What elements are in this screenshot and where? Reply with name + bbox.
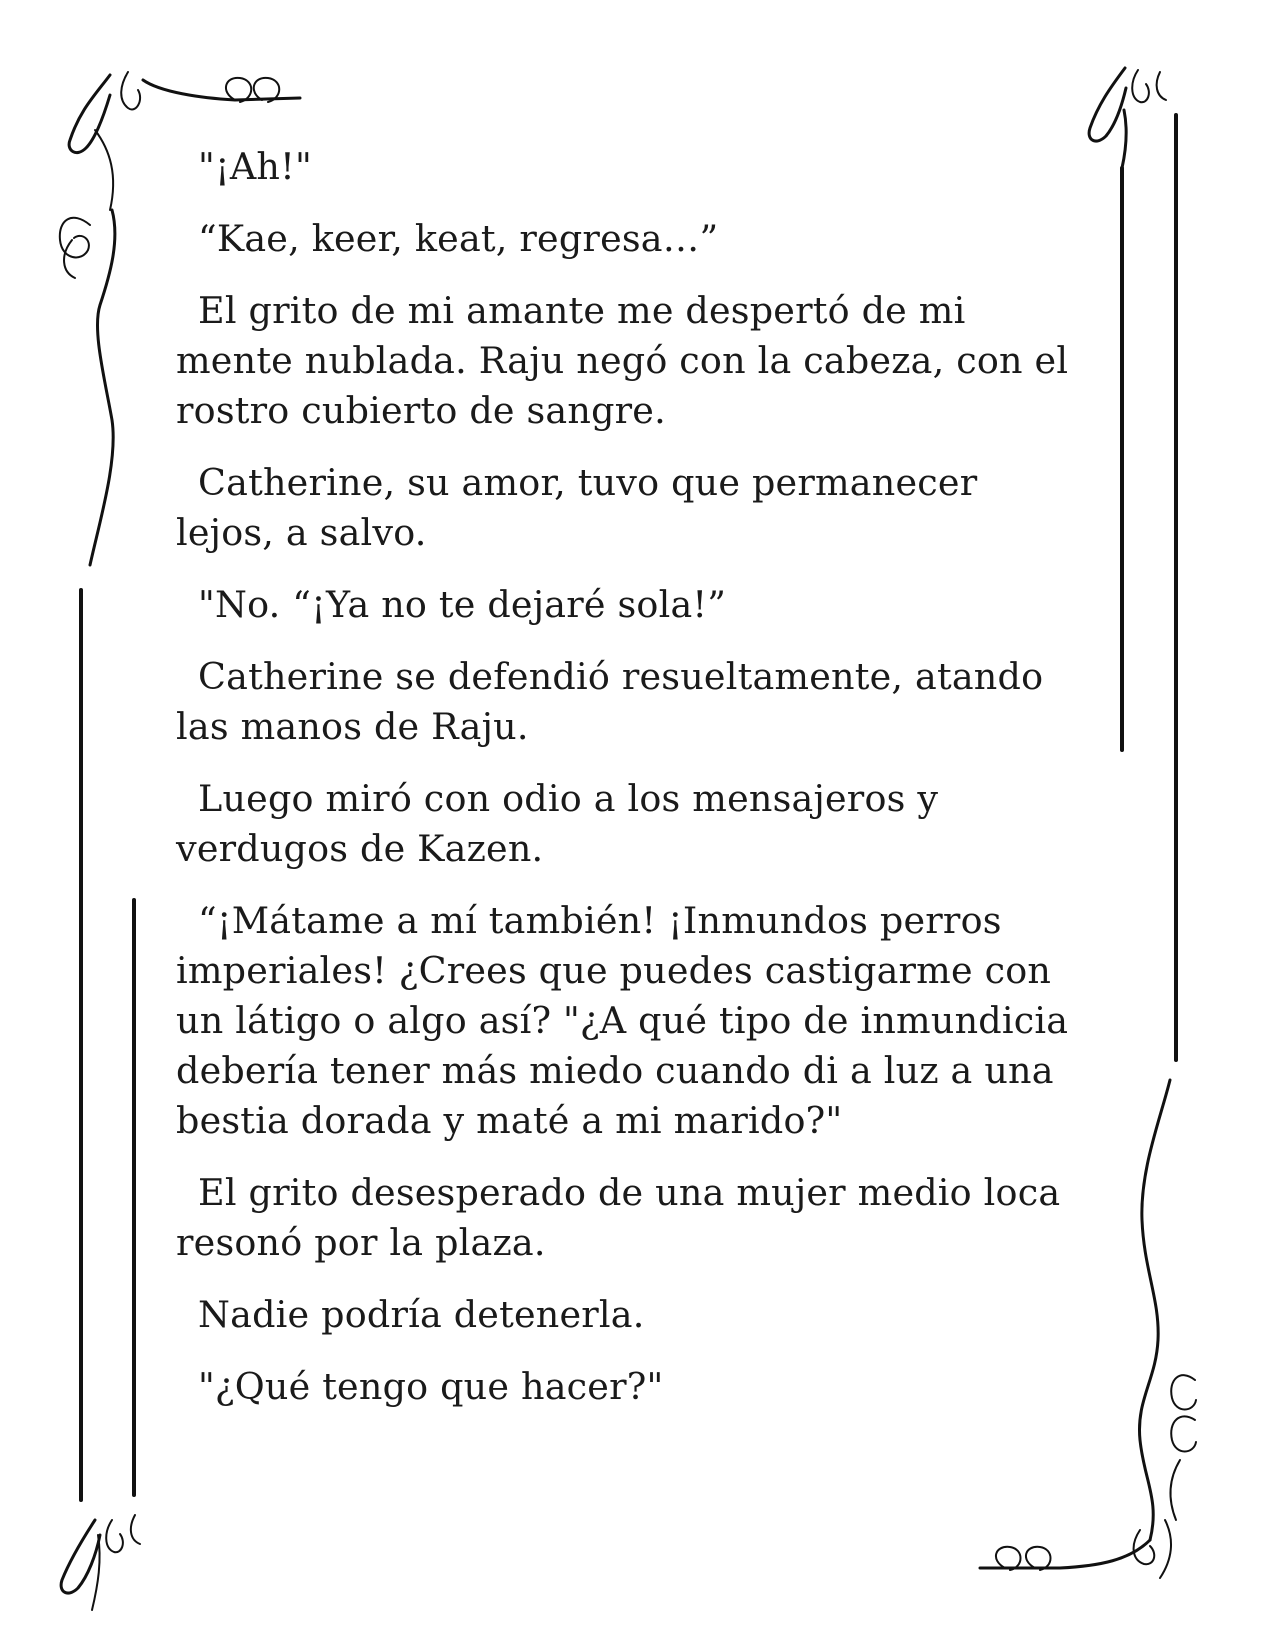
top-right-flourish	[1089, 68, 1166, 168]
paragraph-1: "¡Ah!"	[198, 145, 312, 188]
paragraph-11: "¿Qué tengo que hacer?"	[198, 1365, 664, 1408]
paragraph-2: “Kae, keer, keat, regresa…”	[198, 217, 719, 260]
paragraph-8: “¡Mátame a mí también! ¡Inmundos perros imperiales! ¿Crees que puedes castigarme con un látigo o algo así? "¿A qué tipo de inmundicia debería tener más miedo cuando di a luz a una bestia dorada y maté a mi marido?"	[176, 899, 1069, 1142]
paragraph-9: El grito desesperado de una mujer medio loca resonó por la plaza.	[176, 1171, 1061, 1264]
paragraph-7: Luego miró con odio a los mensajeros y verdugos de Kazen.	[176, 777, 939, 870]
page-body-text	[176, 142, 1076, 1434]
paragraph-10: Nadie podría detenerla.	[198, 1293, 645, 1336]
paragraph-4: Catherine, su amor, tuvo que permanecer lejos, a salvo.	[176, 461, 978, 554]
bottom-left-flourish	[61, 1515, 140, 1610]
paragraph-5: "No. “¡Ya no te dejaré sola!”	[198, 583, 727, 626]
paragraph-3: El grito de mi amante me despertó de mi mente nublada. Raju negó con la cabeza, con el rostro cubierto de sangre.	[176, 289, 1069, 432]
paragraph-6: Catherine se defendió resueltamente, atando las manos de Raju.	[176, 655, 1044, 748]
